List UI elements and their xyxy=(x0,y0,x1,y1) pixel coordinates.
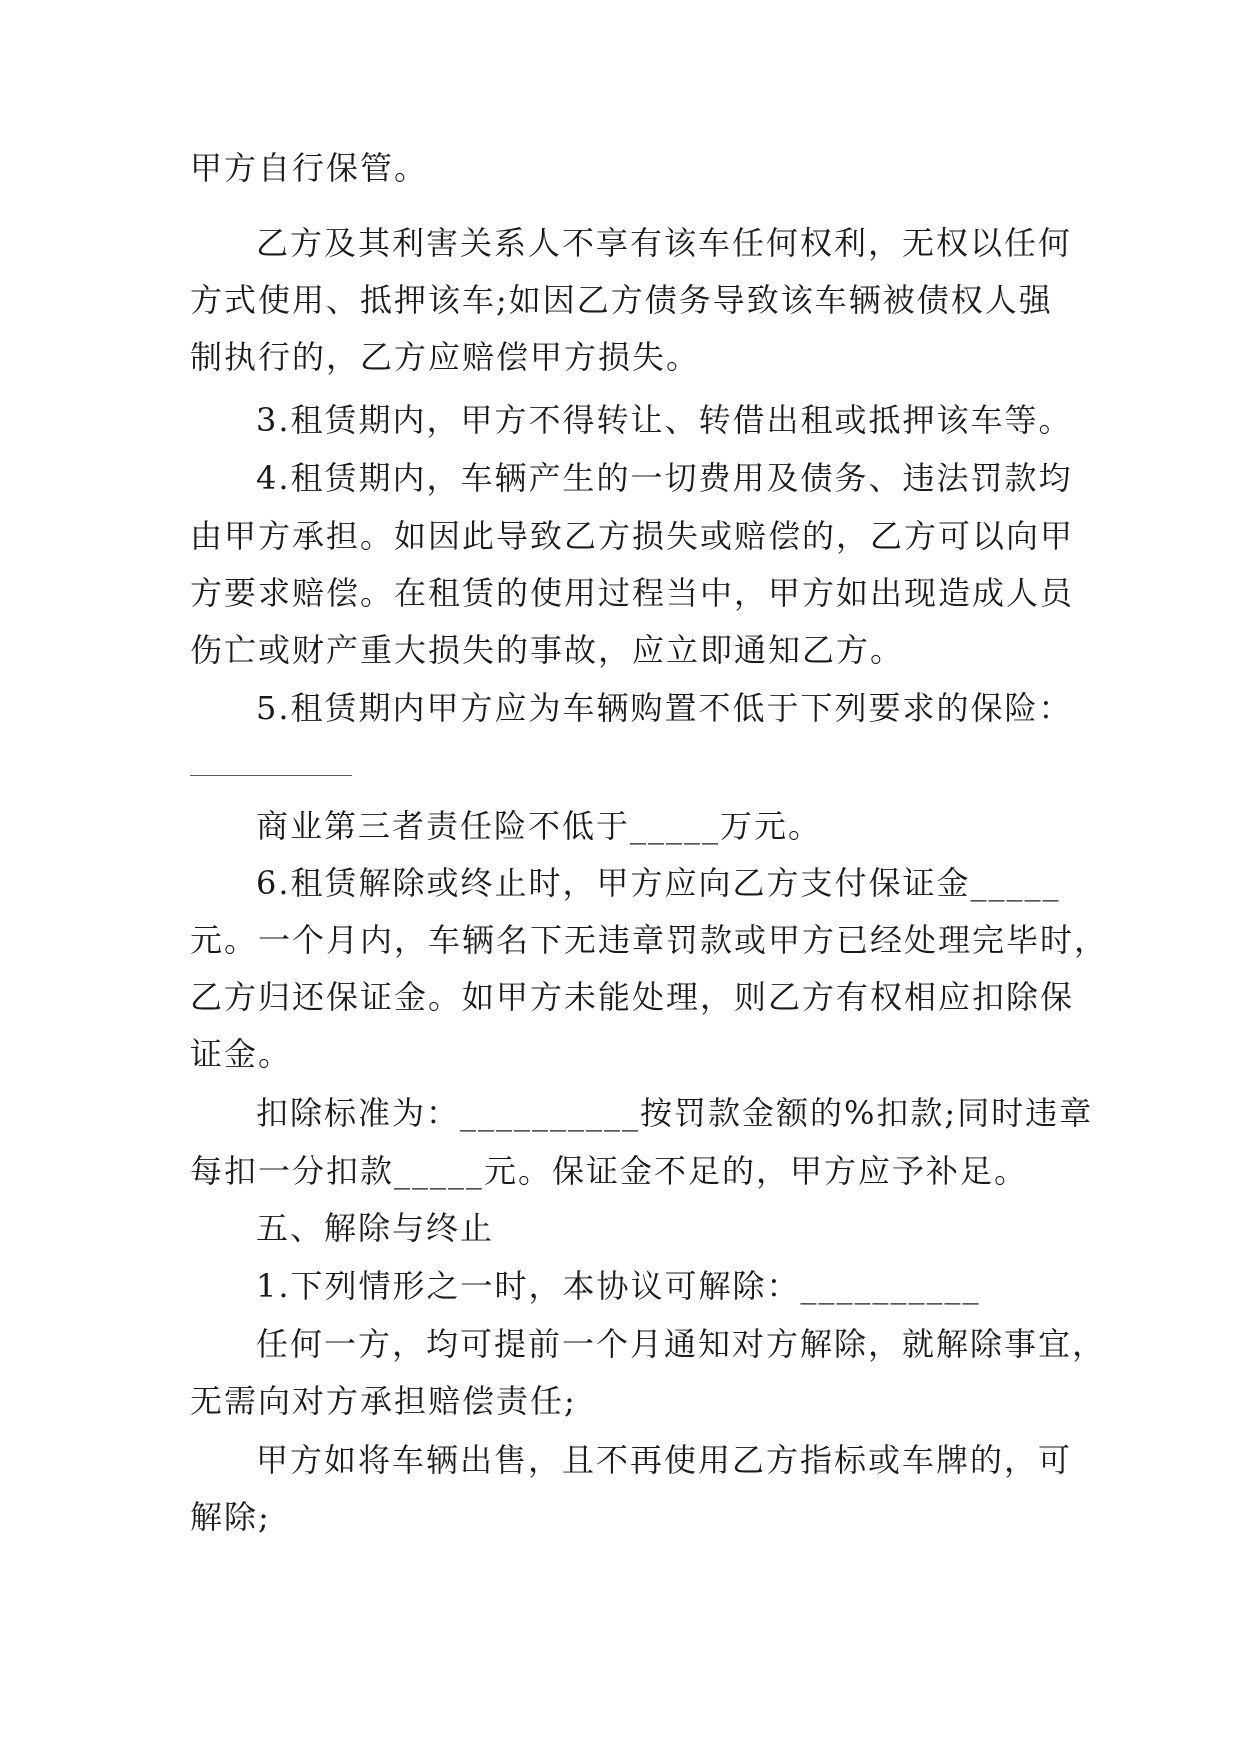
text-line: 4.租赁期内，车辆产生的一切费用及债务、违法罚款均 xyxy=(256,459,1073,497)
text-line: 甲方如将车辆出售，且不再使用乙方指标或车牌的，可 xyxy=(256,1441,1073,1479)
blank-underline xyxy=(190,775,352,776)
section-heading: 五、解除与终止 xyxy=(256,1209,495,1247)
text-line: 3.租赁期内，甲方不得转让、转借出租或抵押该车等。 xyxy=(256,401,1073,439)
text-line: 甲方自行保管。 xyxy=(190,149,429,187)
text-line: 6.租赁解除或终止时，甲方应向乙方支付保证金_____ xyxy=(256,864,1061,902)
text-line: 每扣一分扣款_____元。保证金不足的，甲方应予补足。 xyxy=(190,1152,1029,1190)
text-line: 任何一方，均可提前一个月通知对方解除，就解除事宜， xyxy=(256,1325,1107,1363)
text-line: 伤亡或财产重大损失的事故，应立即通知乙方。 xyxy=(190,631,905,669)
text-line: 无需向对方承担赔偿责任; xyxy=(190,1382,577,1420)
text-line: 乙方及其利害关系人不享有该车任何权利，无权以任何 xyxy=(256,224,1073,262)
text-line: 制执行的，乙方应赔偿甲方损失。 xyxy=(190,338,701,376)
text-line: 5.租赁期内甲方应为车辆购置不低于下列要求的保险： xyxy=(256,689,1073,727)
text-line: 证金。 xyxy=(190,1035,293,1073)
text-line: 方式使用、抵押该车;如因乙方债务导致该车辆被债权人强 xyxy=(190,281,1053,319)
text-line: 解除; xyxy=(190,1498,271,1536)
text-line: 乙方归还保证金。如甲方未能处理，则乙方有权相应扣除保 xyxy=(190,978,1075,1016)
text-line: 元。一个月内，车辆名下无违章罚款或甲方已经处理完毕时， xyxy=(190,921,1109,959)
text-line: 扣除标准为：__________按罚款金额的%扣款;同时违章 xyxy=(256,1094,1094,1132)
text-line: 由甲方承担。如因此导致乙方损失或赔偿的，乙方可以向甲 xyxy=(190,517,1075,555)
text-line: 1.下列情形之一时，本协议可解除：__________ xyxy=(256,1267,981,1305)
text-line: 商业第三者责任险不低于_____万元。 xyxy=(256,807,823,845)
text-line: 方要求赔偿。在租赁的使用过程当中，甲方如出现造成人员 xyxy=(190,574,1075,612)
